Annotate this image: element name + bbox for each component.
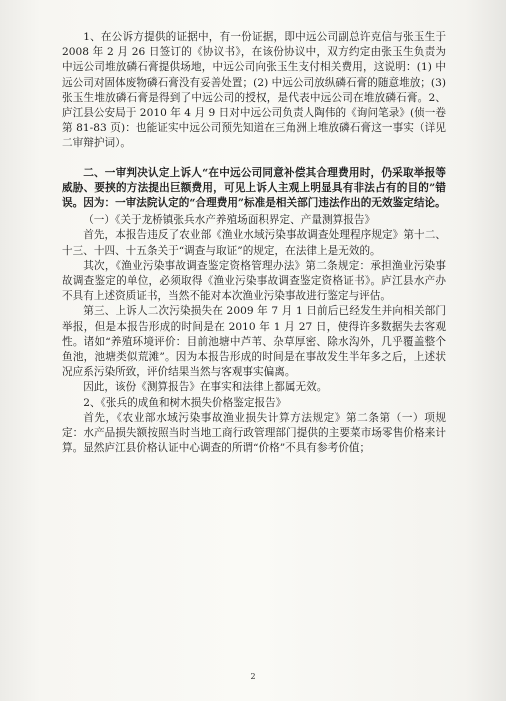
paragraph-conclusion: 因此，该份《测算报告》在事实和法律上都属无效。 (83, 381, 328, 394)
paragraph-first-point: 首先，本报告违反了农业部《渔业水域污染事故调查处理程序规定》第十二、十三、十四、十五条关于“调查与取证”的规定，在法律上是无效的。 (62, 229, 446, 257)
document-body (62, 30, 446, 456)
paragraph-section-two-heading: 二、一审判决认定上诉人“在中远公司同意补偿其合理费用时，仍采取举报等威胁、要挟的方法提出巨额费用，可见上诉人主观上明显具有非法占有的目的”错误。因为：一审法院认定的“合理费用”标准是相关部门违法作出的无效鉴定结论。 (62, 166, 446, 210)
page-number: 2 (250, 672, 256, 681)
paragraph-third-point: 第三、上诉人二次污染损失在 2009 年 7 月 1 日前后已经发生并向相关部门举报，但是本报告形成的时间是在 2010 年 1 月 27 日，使得许多数据失去客观性。诸如“养殖环境评价：目前池塘中芦苇、杂草厚密、除水沟外，几乎覆盖整个鱼池，池塘类似荒滩”。因为本报告形成的时间是在事故发生半年多之后，上述状况应系污染所致，评价结果当然与客观事实偏离。 (62, 305, 446, 379)
paragraph-evidence: 1、在公诉方提供的证据中，有一份证据，即中远公司副总许克信与张玉生于 2008 年 2 月 26 日签订的《协议书》，在该份协议中，双方约定由张玉生负责为中远公司堆放磷石膏提供场地，中远公司向张玉生支付相关费用，这说明：(1) 中远公司对固体废物磷石膏没有妥善处置；(2) 中远公司放纵磷石膏的随意堆放；(3) 张玉生堆放磷石膏是得到了中远公司的授权，是代表中远公司在堆放磷石膏。2、庐江县公安局于 2010 年 4 月 9 日对中远公司负责人陶伟的《询问笔录》(侦一卷第 81-83 页)：也能证实中远公司预先知道在三角洲上堆放磷石膏这一事实（详见二审辩护词）。 (62, 31, 446, 150)
paragraph-report-title-one: （一）《关于龙桥镇张兵水产养殖场面积界定、产量测算报告》 (83, 214, 376, 227)
paragraph-price-rule: 首先，《农业部水域污染事故渔业损失计算方法规定》第二条第（一）项规定：水产品损失额按照当时当地工商行政管理部门提供的主要菜市场零售价格来计算。显然庐江县价格认证中心调查的所谓“价格”不具有参考价值； (62, 411, 446, 455)
paragraph-second-point: 其次，《渔业污染事故调查鉴定资格管理办法》第二条规定：承担渔业污染事故调查鉴定的单位，必须取得《渔业污染事故调查鉴定资格证书》。庐江县水产办不具有上述资质证书，当然不能对本次渔业污染事故进行鉴定与评估。 (62, 259, 446, 303)
paragraph-report-title-two: 2、《张兵的成鱼和树木损失价格鉴定报告》 (83, 396, 287, 409)
